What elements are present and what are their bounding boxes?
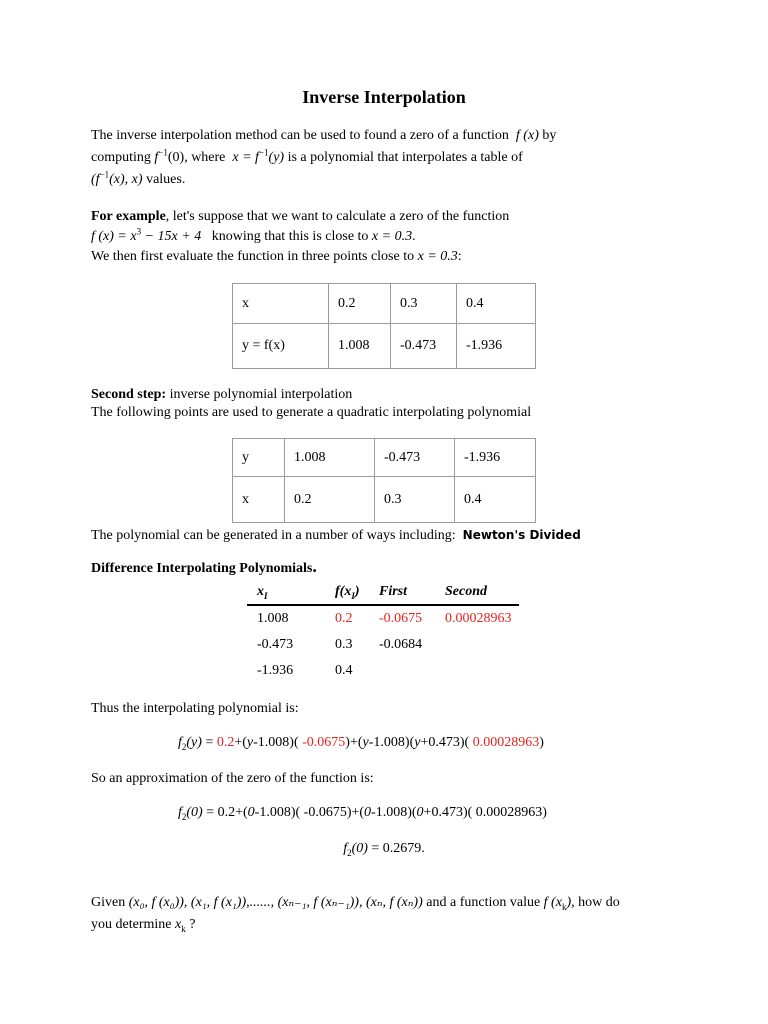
intro-where: , where [184,150,226,165]
table-row [233,284,536,324]
given-determine: you determine [91,917,172,932]
intro-text-2: is a polynomial that interpolates a table of [287,150,523,165]
table-cell: -0.473 [375,439,455,477]
given-how: , how do [571,895,620,910]
knowing-text: knowing that this is close to [211,229,369,244]
close-value: x = 0.3 [371,229,413,244]
poly-coef-1: -0.0675 [302,735,346,750]
table-row [233,439,536,477]
intro-values: values. [146,172,186,187]
table-cell: y = f(x) [233,324,329,369]
table-row [247,632,519,658]
interpolating-polynomial: $f_2(y) = 0.2+(y-1.008)$( -0.0675)+(y-1.008)(y+0.473)( 0.00028963) [178,735,544,752]
result-expression: $f_2(0) = 0.2679$. [343,841,425,858]
given-line-2: you determine $x_k$ ? [91,917,196,934]
intro-text-1: The inverse interpolation method can be used to found a zero of a function [91,128,509,143]
table-cell: 1.008 [257,611,289,626]
step2-desc: The following points are used to generate a quadratic interpolating polynomial [91,405,532,420]
table-cell: 0.4 [455,477,536,523]
inverse-sup-3: −1 [99,169,110,180]
table-cell: 0.2 [335,611,353,626]
inverse-sup-1: −1 [158,147,168,158]
close-end: . [412,229,416,244]
given-xk: x [174,917,182,932]
intro-paren-f: (f [91,172,100,187]
function-rest: − 15x + 4 [144,229,202,244]
poly-coef-2: 0.00028963 [472,735,540,750]
result-value: = 0.2679. [367,841,425,856]
evaluation-table [232,283,536,369]
table-cell: -0.473 [257,637,294,652]
intro-line-2: computing $f^{-1}(0)$, where $x = f^{-1}(y)$ is a polynomial that interpolates a table of [91,147,523,165]
table-cell: 0.2 [285,477,375,523]
intro-computing: computing [91,150,151,165]
eval-value: x = 0.3 [417,249,458,264]
header-second: Second [445,580,519,605]
table-cell: 0.3 [391,284,457,324]
example-label: For example [91,209,166,224]
function-sup: 3 [136,226,142,237]
eval-end: : [457,249,462,264]
example-text: , let's suppose that we want to calculate a zero of the function [165,209,510,224]
table-cell: 0.00028963 [445,611,512,626]
header-fxi: $f(x_I)$ [335,580,379,605]
given-sequence: (x₀, f (x₀)), (x₁, f (x₁)),......, (xₙ₋₁, f (xₙ₋₁)), (xₙ, f (xₙ)) [128,895,423,910]
table-cell: -0.473 [391,324,457,369]
given-word: Given [91,895,126,910]
newton-dot: . [312,556,317,576]
poly-methods-line [91,526,581,545]
example-line-3 [91,248,462,266]
function-expr: f (x) = x [91,229,137,244]
header-first: First [379,580,445,605]
table-cell: 1.008 [329,324,391,369]
table-cell: -1.936 [457,324,536,369]
table-row [247,605,519,632]
table-cell: -0.0684 [379,637,423,652]
header-xi: $x_I$ [247,580,335,605]
step2-line-1 [91,386,352,404]
divided-difference-table [247,580,519,684]
table-cell: 0.3 [375,477,455,523]
table-cell: -1.936 [257,663,294,678]
table-cell [445,658,519,684]
step2-label: Second step: [91,387,167,402]
intro-finv0: (0) [167,150,185,165]
table-header-row [247,580,519,605]
example-line-1 [91,208,509,226]
table-cell: -0.0675 [379,611,423,626]
intro-by: by [542,128,557,143]
intro-fx: f (x) [515,128,539,143]
intro-line-3 [91,171,185,189]
newton-label-b: Difference Interpolating Polynomials [91,561,313,576]
intro-eq: x = f [232,150,259,165]
example-line-2 [91,228,416,246]
table-cell [379,658,445,684]
newton-line-2 [91,557,317,578]
thus-text: Thus the interpolating polynomial is: [91,701,299,716]
given-line-1: Given (x₀, f (x₀)), (x₁, f (x₁)),......, (xₙ₋₁, f (xₙ₋₁)), (xₙ, f (xₙ)) and a function value f $(x_k)$, how do [91,895,620,912]
intro-pair: (x), x) [109,172,143,187]
approximation-expression: $f_2(0) = 0.2+(0-1.008)$( -0.0675)+(0-1.008)(0+0.473)( 0.00028963) [178,805,547,822]
table-cell [445,632,519,658]
intro-line-1 [91,127,556,145]
table-cell: 0.2 [329,284,391,324]
inverse-sup-2: −1 [258,147,269,158]
table-row [247,658,519,684]
table-cell: -1.936 [455,439,536,477]
table-cell: y [233,439,285,477]
poly-coef-0: 0.2 [216,735,235,750]
table-row [233,324,536,369]
given-and: and a function value [426,895,541,910]
table-cell: x [233,284,329,324]
table-cell: 0.4 [335,663,353,678]
page-title: Inverse Interpolation [302,87,466,107]
newton-label-a: Newton's Divided [462,528,581,542]
inverse-table [232,438,536,523]
table-row [233,477,536,523]
table-cell: x [233,477,285,523]
given-fxk: f (x [543,895,562,910]
table-cell: 0.4 [457,284,536,324]
approx-text: So an approximation of the zero of the function is: [91,771,374,786]
poly-methods-text: The polynomial can be generated in a number of ways including: [91,528,456,543]
table-cell: 0.3 [335,637,353,652]
intro-y: (y) [268,150,285,165]
step2-text: inverse polynomial interpolation [169,387,353,402]
eval-text: We then first evaluate the function in three points close to [91,249,415,264]
table-cell: 1.008 [285,439,375,477]
